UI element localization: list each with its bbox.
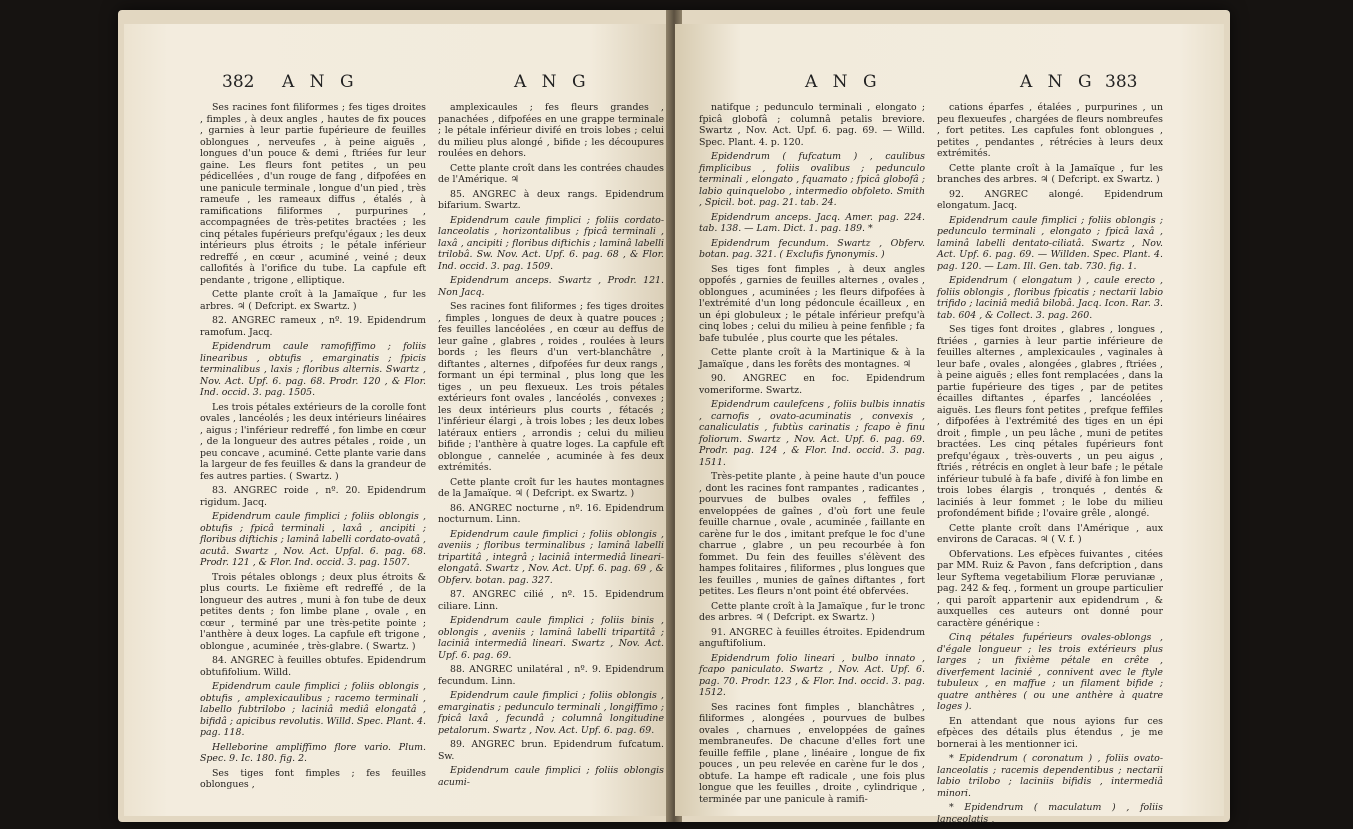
paragraph: Ses tiges font fimples , à deux angles oppofés , garnies de feuilles alternes , ovales , oblongues , acuminées ; les fleurs difpofées à l'extrémité d'un long pédoncule écailleux , en un épi globuleux ; le pétale inférieur prefqu'à cinq lobes ; celui du milieu à peine fenfible ; fa bafe tubulée , plus courte que les pétales. [699, 263, 925, 344]
paragraph: Epidendrum caule fimplici ; foliis oblongis , obtufis ; fpicâ terminali , laxâ , ancipiti ; floribus diftichis ; laminâ labelli cordato-ovatâ , acutâ. Swartz , Nov. Act. Upfal. 6. pag. 68. Prodr. 121 , & Flor. Ind. occid. 3. pag. 1507. [200, 511, 426, 568]
left-running-head [124, 72, 673, 96]
left-column-1 [200, 102, 426, 806]
right-head-word-1: A N G [805, 72, 882, 92]
paragraph: Epidendrum caule fimplici ; foliis oblongis acumi- [438, 765, 664, 788]
paragraph: Epidendrum caule fimplici ; foliis oblongis ; pedunculo terminali , elongato ; fpicâ laxâ , laminâ labelli dentato-ciliatâ. Swartz , Nov. Act. Upf. 6. pag. 69. — Willden. Spec. Plant. 4. pag. 120. — Lam. Ill. Gen. tab. 730. fig. 1. [937, 214, 1163, 272]
paragraph: * Epidendrum ( coronatum ) , foliis ovato-lanceolatis ; racemis dependentibus ; nectarii labio trilobo ; laciniis bifidis , intermediâ minori. [937, 753, 1163, 799]
paragraph: 85. ANGREC à deux rangs. Epidendrum bifarium. Swartz. [438, 188, 664, 211]
paragraph: Epidendrum caule fimplici ; foliis cordato-lanceolatis , horizontalibus ; fpicâ terminali , laxâ , ancipiti ; floribus diftichis ; laminâ labelli trilobâ. Sw. Nov. Act. Upf. 6. pag. 68 , & Flor. Ind. occid. 3. pag. 1509. [438, 214, 664, 272]
paragraph: Epidendrum fecundum. Swartz , Obferv. botan. pag. 321. ( Exclufis fynonymis. ) [699, 237, 925, 260]
left-column-2 [438, 102, 664, 806]
paragraph: Ses tiges font fimples ; fes feuilles oblongues , [200, 767, 426, 790]
right-head-word-2: A N G [1020, 72, 1097, 92]
paragraph: Epidendrum caule fimplici ; foliis binis , oblongis , aveniis ; laminâ labelli tripartitâ ; laciniâ intermediâ lineari. Swartz , Nov. Act. Upf. 6. pag. 69. [438, 615, 664, 661]
right-column-2 [937, 102, 1163, 825]
right-running-head [675, 72, 1224, 96]
paragraph: Helleborine ampliffimo flore vario. Plum. Spec. 9. Ic. 180. fig. 2. [200, 741, 426, 764]
paragraph: Epidendrum caulefcens , foliis bulbis innatis , carnofis , ovato-acuminatis , convexis , canaliculatis , fubtùs carinatis ; fcapo è finu foliorum. Swartz , Nov. Act. Upf. 6. pag. 69. Prodr. pag. 124 , & Flor. Ind. occid. 3. pag. 1511. [699, 399, 925, 468]
paragraph: Cette plante croît à la Jamaïque , fur le tronc des arbres. ♃ ( Defcript. ex Swartz. ) [699, 600, 925, 623]
paragraph: Epidendrum caule fimplici ; foliis oblongis , emarginatis ; pedunculo terminali , longiffimo ; fpicâ laxâ , fecundâ ; columnâ longitudine petalorum. Swartz , Nov. Act. Upf. 6. pag. 69. [438, 690, 664, 736]
paragraph: Epidendrum caule ramofiffimo ; foliis linearibus , obtufis , emarginatis ; fpicis terminalibus , laxis ; floribus alternis. Swartz , Nov. Act. Upf. 6. pag. 68. Prodr. 120 , & Flor. Ind. occid. 3. pag. 1505. [200, 341, 426, 398]
right-column-1 [699, 102, 925, 806]
left-page [124, 24, 673, 816]
paragraph: 92. ANGREC alongé. Epidendrum elongatum. Jacq. [937, 188, 1163, 211]
paragraph: Epidendrum caule fimplici ; foliis oblongis , aveniis ; floribus terminalibus ; laminâ labelli tripartitâ , integrâ ; laciniâ intermediâ lineari-elongatâ. Swartz , Nov. Act. Upf. 6. pag. 69 , & Obferv. botan. pag. 327. [438, 528, 664, 586]
paragraph: Epidendrum anceps. Jacq. Amer. pag. 224. tab. 138. — Lam. Dict. 1. pag. 189. * [699, 211, 925, 234]
paragraph: Trois pétales oblongs ; deux plus étroits & plus courts. Le fixième eft redreffé , de la longueur des autres , muni à fon tube de deux petites dents ; fon limbe plane , ovale , en cœur , terminé par une très-petite pointe ; l'anthère à deux loges. La capfule eft trigone , oblongue , acuminée , très-glabre. ( Swartz. ) [200, 571, 426, 652]
paragraph: Ses racines font fimples , blanchâtres , filiformes , alongées , pourvues de bulbes ovales , charnues , enveloppées de gaînes membraneufes. De chacune d'elles fort une feuille feffile , plane , linéaire , longue de fix pouces , un peu relevée en carène fur le dos , obtufe. La hampe eft radicale , une fois plus longue que les feuilles , droite , cylindrique , terminée par une panicule à ramifi- [699, 701, 925, 805]
paragraph: Cette plante croît dans les contrées chaudes de l'Amérique. ♃ [438, 162, 664, 185]
paragraph: Cette plante croît dans l'Amérique , aux environs de Caracas. ♃ ( V. f. ) [937, 522, 1163, 545]
left-head-word-2: A N G [514, 72, 591, 92]
paragraph: Ses tiges font droites , glabres , longues , ftriées , garnies à leur partie inférieure de feuilles alternes , amplexicaules , vaginales à leur bafe , ovales , alongées , glabres , ftriées , à peine aiguës ; elles font remplacées , dans la partie fupérieure des tiges , par de petites écailles diftantes , éparfes , lancéolées , aiguës. Les fleurs font petites , prefque feffiles , difpofées à l'extrémité des tiges en un épi droit , fimple , un peu lâche , muni de petites bractées. Les cinq pétales fupérieurs font prefqu'égaux , très-ouverts , un peu aigus , ftriés , rétrécis en onglet à leur bafe ; le pétale inférieur tubulé à fa bafe , divifé à fon limbe en trois lobes élargis , tronqués , dentés & laciniés à leur fommet ; le lobe du milieu profondément bifide ; l'ovaire grêle , alongé. [937, 324, 1163, 519]
paragraph: 84. ANGREC à feuilles obtufes. Epidendrum obtufifolium. Willd. [200, 655, 426, 678]
paragraph: Epidendrum ( fufcatum ) , caulibus fimplicibus , foliis ovalibus ; pedunculo terminali , elongato , fquamato ; fpicâ globofâ ; labio quinquelobo , intermedio obfoleto. Smith , Spicil. bot. pag. 21. tab. 24. [699, 151, 925, 208]
paragraph: Cinq pétales fupérieurs ovales-oblongs , d'égale longueur ; les trois extérieurs plus larges ; un fixième pétale en crête , diverfement lacinié , connivent avec le ftyle tubuleux , en maffue ; un filament bifide ; quatre anthères ( ou une anthère à quatre loges ). [937, 632, 1163, 712]
paragraph: 82. ANGREC rameux , nº. 19. Epidendrum ramofum. Jacq. [200, 315, 426, 338]
left-head-word-1: A N G [282, 72, 359, 92]
right-page-number: 383 [1105, 72, 1138, 92]
paragraph: Les trois pétales extérieurs de la corolle font ovales , lancéolés ; les deux intérieurs linéaires , aigus ; l'inférieur redreffé , fon limbe en cœur , de la longueur des autres pétales , roide , un peu concave , acuminé. Cette plante varie dans la largeur de fes feuilles & dans la grandeur de fes autres parties. ( Swartz. ) [200, 401, 426, 482]
paragraph: Ses racines font filiformes ; fes tiges droites , fimples , à deux angles , hautes de fix pouces , garnies à leur partie fupérieure de feuilles oblongues , nerveufes , à peine aiguës , longues d'un pouce & demi , ftriées fur leur gaine. Les fleurs font petites , un peu pédicellées , d'un rouge de fang , difpofées en une panicule terminale , longue d'un pied , très rameufe , les rameaux diffus , étalés , à ramifications filiformes , purpurines , accompagnées de très-petites bractées ; les cinq pétales fupérieurs prefqu'égaux ; les deux intérieurs plus étroits ; le pétale inférieur redreffé , en cœur , acuminé , veiné ; deux callofités à l'orifice du tube. La capfule eft pendante , trigone , elliptique. [200, 102, 426, 286]
paragraph: Cette plante croît fur les hautes montagnes de la Jamaïque. ♃ ( Defcript. ex Swartz. ) [438, 476, 664, 499]
paragraph: 87. ANGREC cilié , nº. 15. Epidendrum ciliare. Linn. [438, 589, 664, 612]
paragraph: Obfervations. Les efpèces fuivantes , citées par MM. Ruiz & Pavon , fans defcription , dans leur Syftema vegetabilium Floræ peruvianæ , pag. 242 & feq. , forment un groupe particulier , qui paroît appartenir aux epidendrum , & auxquelles ces auteurs ont donné pour caractère générique : [937, 548, 1163, 629]
paragraph: En attendant que nous ayions fur ces efpèces des détails plus étendus , je me bornerai à les mentionner ici. [937, 715, 1163, 750]
paragraph: Cette plante croît à la Jamaïque , fur les branches des arbres. ♃ ( Defcript. ex Swartz. ) [937, 162, 1163, 185]
paragraph: 91. ANGREC à feuilles étroites. Epidendrum anguftifolium. [699, 626, 925, 649]
paragraph: 90. ANGREC en foc. Epidendrum vomeriforme. Swartz. [699, 373, 925, 396]
paragraph: Ses racines font filiformes ; fes tiges droites , fimples , longues de deux à quatre pouces ; fes feuilles lancéolées , en cœur au deffus de leur gaîne , glabres , roides , roulées à leurs bords ; les fleurs d'un vert-blanchâtre , diftantes , alternes , difpofées fur deux rangs , formant un épi terminal , plus long que les tiges , un peu flexueux. Les trois pétales extérieurs font ovales , lancéolés , convexes ; les deux intérieurs plus courts , fétacés ; l'inférieur élargi , à trois lobes ; les deux lobes latéraux entiers , arrondis ; celui du milieu bifide ; l'anthère à quatre loges. La capfule eft oblongue , cannelée , acuminée à fes deux extrémités. [438, 301, 664, 473]
paragraph: 89. ANGREC brun. Epidendrum fufcatum. Sw. [438, 739, 664, 762]
paragraph: Epidendrum ( elongatum ) , caule erecto , foliis oblongis , floribus fpicatis ; nectarii labio trifido ; laciniâ mediâ bilobâ. Jacq. Icon. Rar. 3. tab. 604 , & Collect. 3. pag. 260. [937, 275, 1163, 321]
paragraph: Epidendrum anceps. Swartz , Prodr. 121. Non Jacq. [438, 275, 664, 298]
paragraph: 86. ANGREC nocturne , nº. 16. Epidendrum nocturnum. Linn. [438, 502, 664, 525]
paragraph: cations éparfes , étalées , purpurines , un peu flexueufes , chargées de fleurs nombreufes , fort petites. Les capfules font oblongues , petites , pendantes , rétrécies à leurs deux extrémités. [937, 102, 1163, 159]
paragraph: Epidendrum caule fimplici ; foliis oblongis , obtufis , amplexicaulibus ; racemo terminali , labello fubtrilobo ; laciniâ mediâ elongatâ , bifidâ ; apicibus revolutis. Willd. Spec. Plant. 4. pag. 118. [200, 681, 426, 738]
paragraph: Cette plante croît à la Martinique & à la Jamaïque , dans les forêts des montagnes. ♃ [699, 347, 925, 370]
paragraph: 83. ANGREC roide , nº. 20. Epidendrum rigidum. Jacq. [200, 485, 426, 508]
paragraph: Epidendrum folio lineari , bulbo innato , fcapo paniculato. Swartz , Nov. Act. Upf. 6. pag. 70. Prodr. 123 , & Flor. Ind. occid. 3. pag. 1512. [699, 652, 925, 698]
paragraph: Très-petite plante , à peine haute d'un pouce , dont les racines font rampantes , radicantes , pourvues de bulbes ovales , feffiles , enveloppées de gaînes , d'où fort une feule feuille charnue , ovale , acuminée , faillante en carène fur le dos , imitant prefque le foc d'une charrue , glabre , un peu recourbée à fon fommet. Du fein des feuilles s'élèvent des hampes folitaires , filiformes , plus longues que les feuilles , munies de gaînes diftantes , fort petites. Les fleurs n'ont point été obfervées. [699, 471, 925, 597]
paragraph: * Epidendrum ( maculatum ) , foliis lanceolatis , [937, 802, 1163, 825]
paragraph: Cette plante croît à la Jamaïque , fur les arbres. ♃ ( Defcript. ex Swartz. ) [200, 289, 426, 312]
paragraph: amplexicaules ; fes fleurs grandes , panachées , difpofées en une grappe terminale ; le pétale inférieur divifé en trois lobes ; celui du milieu plus alongé , bifide ; les découpures roulées en dehors. [438, 102, 664, 159]
right-page [675, 24, 1224, 825]
open-book [118, 10, 1230, 825]
paragraph: natifque ; pedunculo terminali , elongato ; fpicâ globofâ ; columnâ petalis breviore. Swartz , Nov. Act. Upf. 6. pag. 69. — Willd. Spec. Plant. 4. p. 120. [699, 102, 925, 148]
paragraph: 88. ANGREC unilatéral , nº. 9. Epidendrum fecundum. Linn. [438, 664, 664, 687]
left-page-number: 382 [222, 72, 255, 92]
